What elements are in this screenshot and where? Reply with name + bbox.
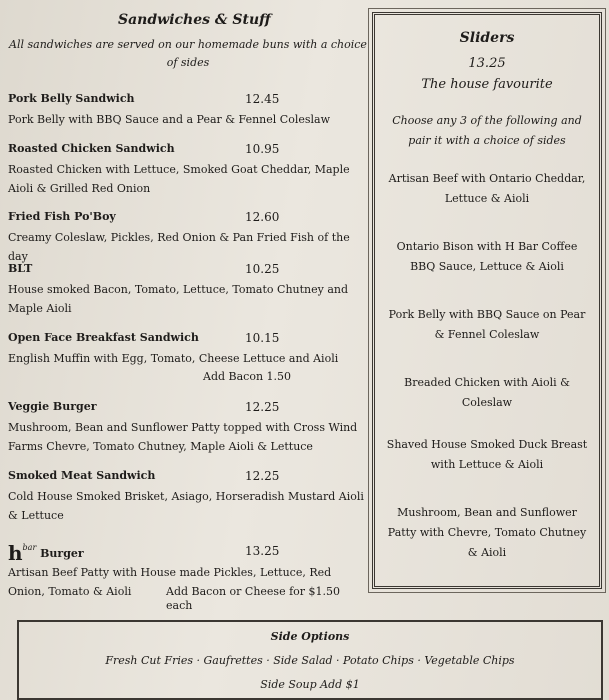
item-price: 12.25 [245,400,280,414]
item-price: 13.25 [245,544,280,558]
item-description: Artisan Beef Patty with House made Pickles, Lettuce, Red Onion, Tomato & Aioli [8,566,332,598]
item-name: Open Face Breakfast Sandwich [8,331,199,344]
menu-item [8,541,368,612]
item-name: Veggie Burger [8,400,97,413]
menu-item [8,142,368,198]
slider-option: Mushroom, Bean and Sunflower Patty with Chevre, Tomato Chutney & Aioli [387,506,587,559]
item-price: 10.25 [245,262,280,276]
item-description: English Muffin with Egg, Tomato, Cheese Lettuce and Aioli [8,352,339,365]
menu-item [8,210,368,266]
item-description: Cold House Smoked Brisket, Asiago, Horseradish Mustard Aioli & Lettuce [8,490,364,522]
slider-option: Artisan Beef with Ontario Cheddar, Lettuce & Aioli [388,172,586,205]
item-price: 10.95 [245,142,280,156]
item-name: Pork Belly Sandwich [8,92,135,105]
menu-item [8,331,368,383]
item-description: Mushroom, Bean and Sunflower Patty topped with Cross Wind Farms Chevre, Tomato Chutney, Maple Aioli & Lettuce [8,421,358,453]
menu-item [8,262,368,318]
item-price: 12.25 [245,469,280,483]
sliders-price: 13.25 [468,56,506,71]
item-addon: Add Bacon 1.50 [203,370,292,383]
sliders-box [372,12,602,589]
item-description: Creamy Coleslaw, Pickles, Red Onion & Pan Fried Fish of the day [8,231,350,263]
slider-option: Shaved House Smoked Duck Breast with Lettuce & Aioli [386,438,588,471]
item-name: Fried Fish Po'Boy [8,210,116,223]
menu-item [8,400,368,456]
side-options-list: Fresh Cut Fries · Gaufrettes · Side Salad · Potato Chips · Vegetable Chips [105,654,515,667]
sliders-instructions: Choose any 3 of the following and pair it with a choice of sides [392,114,582,147]
menu-item [8,469,368,525]
slider-option: Ontario Bison with H Bar Coffee BBQ Sauce, Lettuce & Aioli [396,240,578,273]
section-title: Sandwiches & Stuff [118,12,271,28]
slider-option: Breaded Chicken with Aioli & Coleslaw [404,376,570,409]
item-name: Roasted Chicken Sandwich [8,142,175,155]
sliders-tagline: The house favourite [421,77,553,92]
side-soup-note: Side Soup Add $1 [260,678,360,691]
item-price: 12.45 [245,92,280,106]
side-options-title: Side Options [270,630,350,643]
slider-option: Pork Belly with BBQ Sauce on Pear & Fennel Coleslaw [388,308,586,341]
item-description: Roasted Chicken with Lettuce, Smoked Goat Cheddar, Maple Aioli & Grilled Red Onion [8,163,350,195]
sliders-title: Sliders [459,30,515,46]
section-intro: All sandwiches are served on our homemade buns with a choice of sides [9,38,367,69]
hbar-logo: $h^{bar}$ [8,541,37,565]
item-name: BLT [8,262,33,275]
item-price: 10.15 [245,331,280,345]
item-name: $h^{bar}$ Burger [8,541,84,565]
item-description: Pork Belly with BBQ Sauce and a Pear & Fennel Coleslaw [8,113,330,126]
item-name: Smoked Meat Sandwich [8,469,156,482]
side-options-box [17,620,603,700]
item-price: 12.60 [245,210,280,224]
item-description: House smoked Bacon, Tomato, Lettuce, Tomato Chutney and Maple Aioli [8,283,349,315]
menu-item [8,92,368,129]
item-addon: Add Bacon or Cheese for $1.50 each [166,585,341,612]
